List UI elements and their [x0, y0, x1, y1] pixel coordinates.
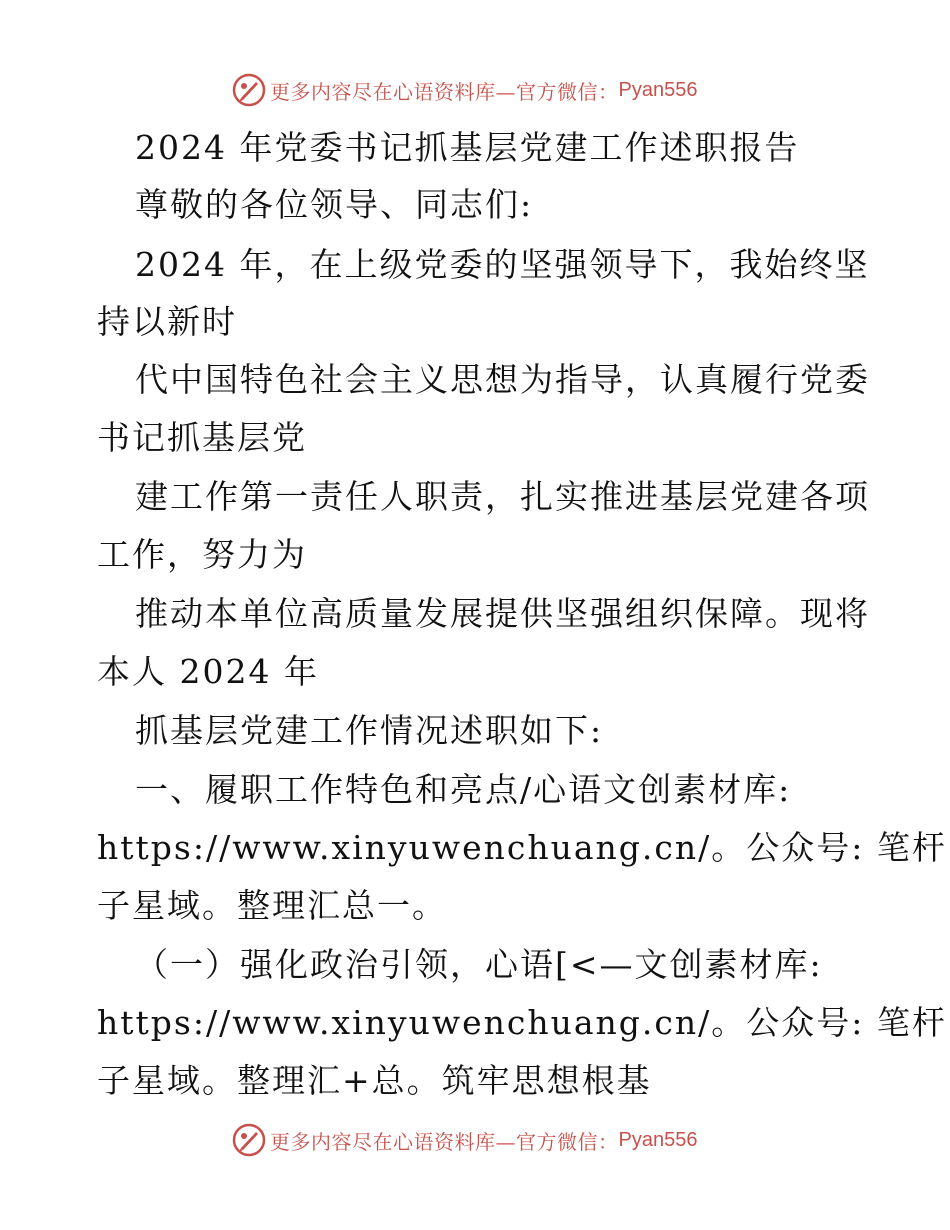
paragraph-line: 子星域。整理汇总一。	[97, 886, 447, 925]
quill-pen-logo-icon	[232, 73, 266, 107]
watermark-text: 更多内容尽在心语资料库—官方微信：	[270, 79, 619, 104]
paragraph-line: 书记抓基层党	[97, 418, 307, 457]
watermark-wechat-id: Pyan556	[618, 78, 698, 101]
paragraph-line: 建工作第一责任人职责，扎实推进基层党建各项	[135, 477, 870, 516]
paragraph-line: 2024 年，在上级党委的坚强领导下，我始终坚	[135, 245, 870, 284]
footer-watermark	[232, 1122, 697, 1158]
paragraph-line: https://www.xinyuwenchuang.cn/。公众号: 笔杆	[97, 1003, 947, 1042]
header-watermark	[232, 72, 697, 108]
paragraph-line: 工作，努力为	[97, 535, 307, 574]
paragraph-line: 子星域。整理汇+总。筑牢思想根基	[97, 1061, 652, 1100]
section-heading: 一、履职工作特色和亮点/心语文创素材库:	[135, 770, 792, 809]
paragraph-line: 持以新时	[97, 302, 237, 341]
document-title: 2024 年党委书记抓基层党建工作述职报告	[135, 128, 800, 167]
subsection-heading: （一）强化政治引领，心语[<—文创素材库:	[135, 945, 823, 984]
watermark-wechat-id: Pyan556	[618, 1128, 698, 1151]
paragraph-line: 代中国特色社会主义思想为指导，认真履行党委	[135, 360, 870, 399]
paragraph-line: 推动本单位高质量发展提供坚强组织保障。现将	[135, 594, 870, 633]
paragraph-line: 抓基层党建工作情况述职如下:	[135, 711, 604, 750]
quill-pen-logo-icon	[232, 1123, 266, 1157]
paragraph-line: 本人 2024 年	[97, 652, 319, 691]
paragraph-line: https://www.xinyuwenchuang.cn/。公众号: 笔杆	[97, 828, 947, 867]
watermark-text: 更多内容尽在心语资料库—官方微信：	[270, 1129, 619, 1154]
salutation: 尊敬的各位领导、同志们:	[135, 185, 534, 224]
